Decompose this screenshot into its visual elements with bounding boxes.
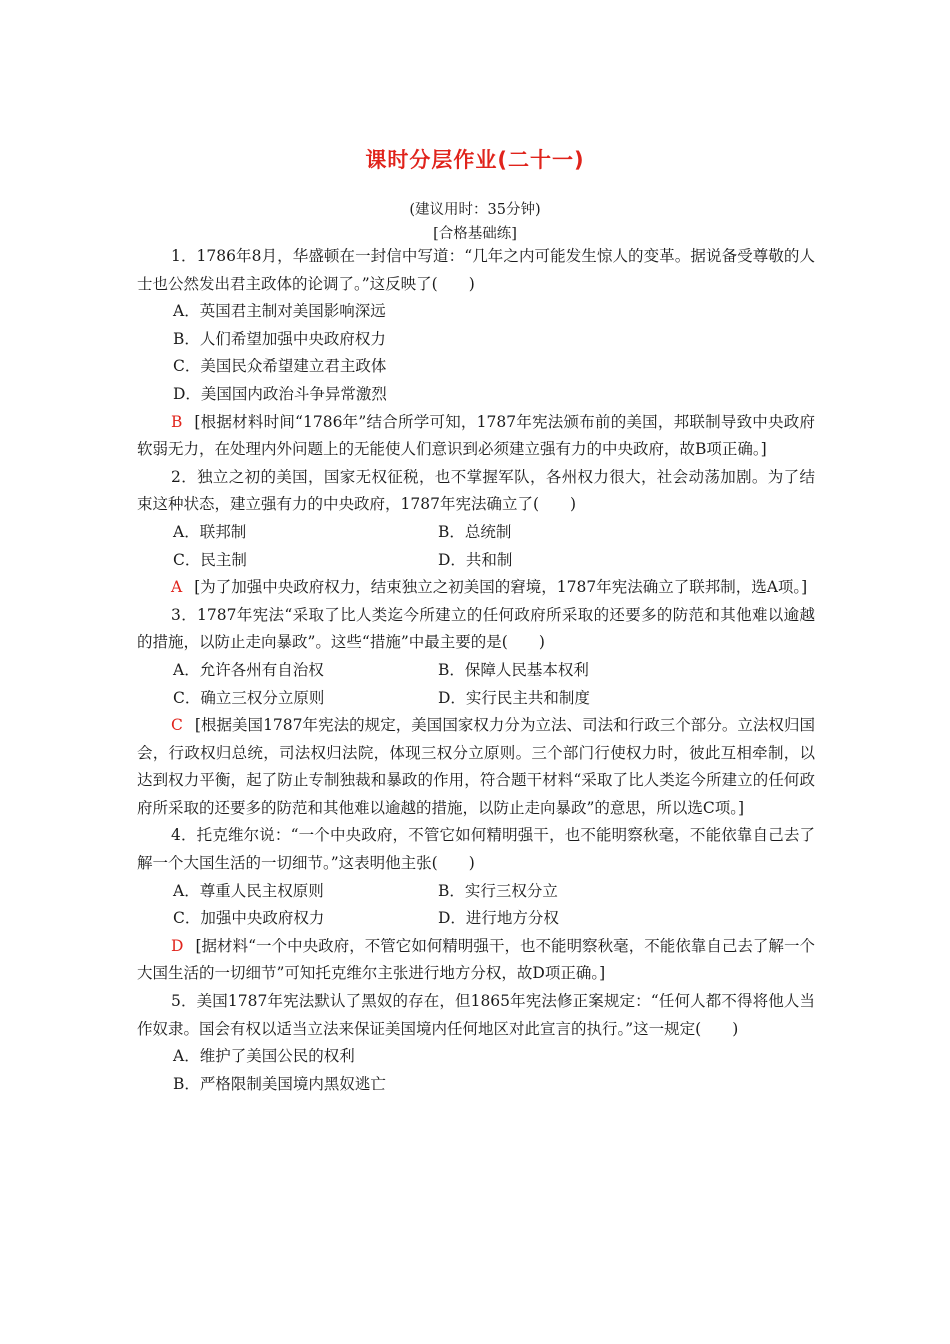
answer-letter: B: [171, 412, 183, 431]
option-row: [137, 519, 815, 547]
option-b: B．人们希望加强中央政府权力: [173, 329, 386, 348]
option-a: A．尊重人民主权原则: [173, 881, 324, 900]
question-stem: 5．美国1787年宪法默认了黑奴的存在，但1865年宪法修正案规定：“任何人都不得将他人当作奴隶。国会有权以适当立法来保证美国境内任何地区对此宣言的执行。”这一规定( ): [137, 992, 815, 1038]
option-row: [137, 878, 815, 906]
explanation-text: [为了加强中央政府权力，结束独立之初美国的窘境，1787年宪法确立了联邦制，选A项。]: [194, 578, 808, 597]
answer-explanation: [137, 574, 815, 602]
option-a: A．允许各州有自治权: [173, 660, 324, 679]
explanation-text: [根据美国1787年宪法的规定，美国国家权力分为立法、司法和行政三个部分。立法权归国会，行政权归总统，司法权归法院，体现三权分立原则。三个部门行使权力时，彼此互相牵制，以达到权力平衡，起了防止专制独裁和暴政的作用，符合题干材料“采取了比人类迄今所建立的任何政府所采取的还要多的防范和其他难以逾越的措施，以防止走向暴政”的意思，所以选C项。]: [137, 716, 815, 817]
question-stem: 2．独立之初的美国，国家无权征税，也不掌握军队，各州权力很大，社会动荡加剧。为了结束这种状态，建立强有力的中央政府，1787年宪法确立了( ): [137, 467, 815, 514]
answer-explanation: [137, 712, 815, 822]
time-note: (建议用时：35分钟): [409, 202, 541, 218]
option-row: [137, 905, 815, 933]
option-d: D．美国国内政治斗争异常激烈: [173, 384, 387, 403]
option-row: [137, 657, 815, 685]
question-list: [137, 243, 815, 1098]
answer-explanation: [137, 409, 815, 464]
question-stem: 4．托克维尔说：“一个中央政府，不管它如何精明强干，也不能明察秋毫，不能依靠自己去了解一个大国生活的一切细节。”这表明他主张( ): [137, 826, 815, 873]
option-c: C．确立三权分立原则: [173, 688, 325, 707]
option-b: B．严格限制美国境内黑奴逃亡: [173, 1074, 386, 1093]
option-row: [137, 685, 815, 713]
question-3: [137, 602, 815, 823]
option-c: C．美国民众希望建立君主政体: [173, 357, 387, 376]
option-a: A．联邦制: [173, 522, 247, 541]
explanation-text: [根据材料时间“1786年”结合所学可知，1787年宪法颁布前的美国，邦联制导致中央政府软弱无力，在处理内外问题上的无能使人们意识到必须建立强有力的中央政府，故B项正确。]: [137, 412, 815, 459]
option-b: B．实行三权分立: [438, 881, 558, 900]
answer-letter: C: [171, 716, 183, 735]
question-stem: 3．1787年宪法“采取了比人类迄今所建立的任何政府所采取的还要多的防范和其他难以逾越的措施，以防止走向暴政”。这些“措施”中最主要的是( ): [137, 605, 815, 652]
option-d: D．共和制: [438, 550, 513, 569]
option-row: [137, 547, 815, 575]
option-b: B．保障人民基本权利: [438, 660, 589, 679]
option-c: C．民主制: [173, 550, 247, 569]
answer-letter: D: [171, 936, 184, 955]
question-4: [137, 822, 815, 988]
question-5: [137, 988, 815, 1098]
option-d: D．进行地方分权: [438, 909, 559, 928]
option-b: B．总统制: [438, 522, 512, 541]
question-2: [137, 464, 815, 602]
section-label: [合格基础练]: [433, 226, 517, 242]
option-a: A．维护了美国公民的权利: [173, 1047, 355, 1066]
explanation-text: [据材料“一个中央政府，不管它如何精明强干，也不能明察秋毫，不能依靠自己去了解一个大国生活的一切细节”可知托克维尔主张进行地方分权，故D项正确。]: [137, 936, 815, 983]
page-title: 课时分层作业(二十一): [365, 148, 585, 172]
option-a: A．英国君主制对美国影响深远: [173, 302, 386, 321]
answer-letter: A: [171, 578, 183, 597]
option-c: C．加强中央政府权力: [173, 909, 325, 928]
question-1: [137, 243, 815, 464]
answer-explanation: [137, 933, 815, 988]
question-stem: 1．1786年8月，华盛顿在一封信中写道：“几年之内可能发生惊人的变革。据说备受尊敬的人士也公然发出君主政体的论调了。”这反映了( ): [137, 247, 815, 293]
option-d: D．实行民主共和制度: [438, 688, 590, 707]
